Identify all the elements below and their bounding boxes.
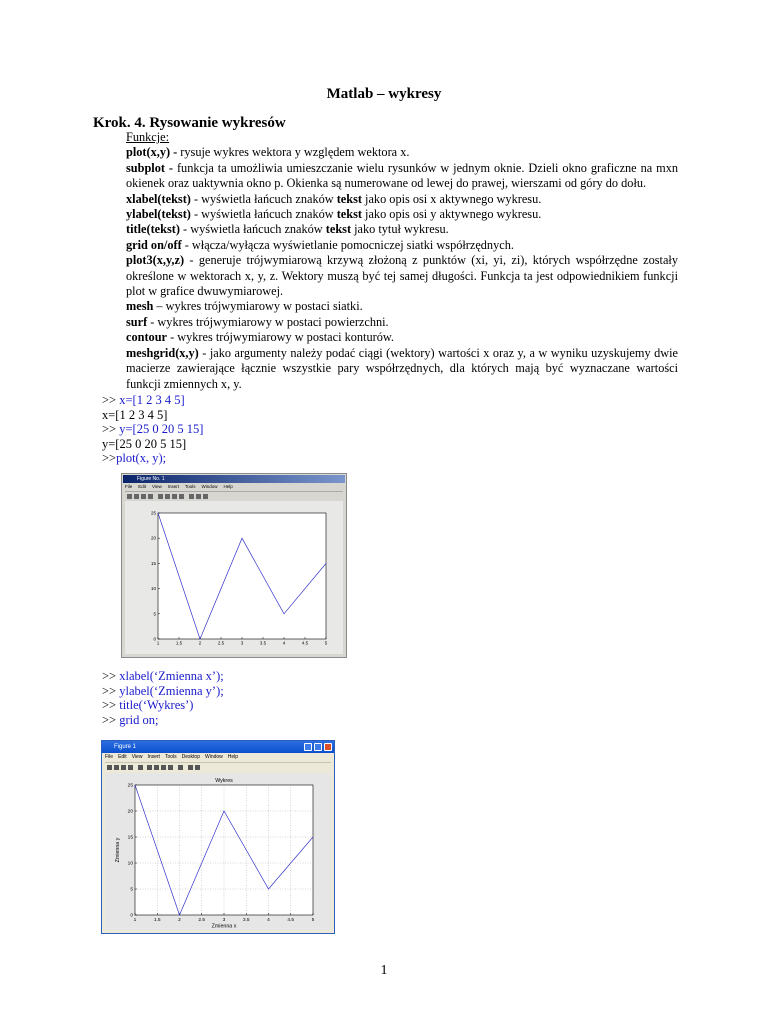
- figure-window-2: [101, 740, 335, 934]
- function-description: - jako argumenty należy podać ciągi (wektory) wartości x oraz y, a w wyniku uzyskujemy dwie macierze zawierające łącznie wszystkie pary współrzędnych, dla których mają być wyznaczane wartości funkcji zmiennych x, y.: [126, 345, 678, 391]
- y-tick-label: 5: [153, 611, 156, 617]
- command-block-2: [102, 669, 224, 727]
- print-icon[interactable]: [128, 765, 133, 770]
- x-tick-label: 4.5: [301, 640, 309, 646]
- y-tick-label: 15: [150, 560, 156, 566]
- command-line: [102, 408, 203, 423]
- x-tick-label: 5: [311, 917, 315, 923]
- y-tick-label: 15: [127, 835, 133, 841]
- figure-menu-bar: [125, 484, 343, 490]
- y-tick-label: 10: [127, 861, 133, 867]
- function-description: funkcja ta umożliwia umieszczanie wielu rysunków w jednym oknie. Dzieli okno graficzne na mxn okienek oraz uaktywnia okno p. Okienka są numerowane od lewej do prawej, wierszami od góry do dołu.: [126, 160, 678, 191]
- maximize-button[interactable]: [314, 743, 322, 751]
- close-button[interactable]: [324, 743, 332, 751]
- keyword: tekst: [336, 207, 362, 222]
- chart-1: [125, 501, 343, 654]
- function-name: plot(x,y) -: [126, 145, 178, 160]
- figure-toolbar: [105, 762, 331, 772]
- command-line: [102, 698, 224, 713]
- arrow-draw-icon[interactable]: [172, 494, 177, 499]
- y-tick-label: 0: [130, 913, 133, 919]
- rotate-icon[interactable]: [203, 494, 208, 499]
- x-tick-label: 2: [198, 640, 202, 646]
- menu-item-help[interactable]: Help: [223, 484, 233, 489]
- menu-item-tools[interactable]: Tools: [164, 754, 177, 760]
- command-line: [102, 451, 203, 466]
- command-prompt: >>: [102, 669, 120, 683]
- command-line: [102, 393, 203, 408]
- function-name: mesh: [126, 299, 154, 314]
- function-name: grid on/off: [126, 237, 182, 252]
- save-icon[interactable]: [121, 765, 126, 770]
- function-description: jako tytuł wykresu.: [351, 222, 449, 237]
- function-name: meshgrid(x,y): [126, 345, 199, 360]
- function-description: - generuje trójwymiarową krzywą złożoną z punktów (xi, yi, zi), których współrzędne zostały określone w wektorach x, y, z. Wektory muszą być tej samej długości. Funkcja ta jest odpowiednikiem funkcji plot w grafice dwuwymiarowej.: [126, 253, 678, 299]
- y-axis-label: Zmienna y: [115, 837, 121, 863]
- menu-item-window[interactable]: Window: [201, 484, 218, 489]
- menu-item-edit[interactable]: Edit: [118, 754, 127, 760]
- function-entry: [126, 330, 678, 345]
- x-tick-label: 2.5: [217, 640, 225, 646]
- x-tick-label: 1.5: [153, 917, 161, 923]
- command-line: [102, 684, 224, 699]
- colorbar-icon[interactable]: [188, 765, 193, 770]
- function-entry: [126, 346, 678, 392]
- open-icon[interactable]: [134, 494, 139, 499]
- function-list: [126, 145, 678, 392]
- print-icon[interactable]: [148, 494, 153, 499]
- function-name: ylabel(tekst): [126, 207, 191, 222]
- menu-item-window[interactable]: Window: [204, 754, 223, 760]
- function-entry: [126, 253, 678, 299]
- command-text: y=[25 0 20 5 15]: [119, 422, 204, 437]
- keyword: tekst: [336, 191, 362, 206]
- menu-item-desktop[interactable]: Desktop: [181, 754, 200, 760]
- minimize-button[interactable]: [304, 743, 312, 751]
- figure-title-bar: [102, 741, 334, 753]
- function-entry: [126, 238, 678, 253]
- command-text: x=[1 2 3 4 5]: [119, 393, 185, 407]
- function-name: title(tekst): [126, 222, 180, 237]
- command-prompt: >>: [102, 422, 120, 437]
- figure-canvas: [105, 773, 331, 930]
- figure-title: Figure 1: [114, 744, 137, 750]
- zoom-in-icon[interactable]: [147, 765, 152, 770]
- open-icon[interactable]: [114, 765, 119, 770]
- function-description: – wykres trójwymiarowy w postaci siatki.: [153, 299, 363, 314]
- function-name: contour: [126, 330, 167, 345]
- function-entry: [126, 192, 678, 207]
- y-tick-label: 25: [150, 510, 156, 516]
- function-name: xlabel(tekst): [126, 191, 191, 206]
- y-tick-label: 0: [153, 636, 156, 642]
- function-description: jako opis osi x aktywnego wykresu.: [361, 191, 542, 206]
- figure-canvas: [125, 501, 343, 654]
- figure-window-1: [121, 473, 347, 658]
- data-cursor-icon[interactable]: [178, 765, 183, 770]
- function-name: surf: [126, 314, 148, 329]
- command-line: [102, 713, 224, 728]
- x-tick-label: 1: [133, 917, 137, 923]
- function-description: - wykres trójwymiarowy w postaci powierzchni.: [147, 314, 389, 329]
- text-icon[interactable]: [165, 494, 170, 499]
- x-tick-label: 1: [156, 640, 160, 646]
- menu-item-help[interactable]: Help: [227, 754, 239, 760]
- menu-item-view[interactable]: View: [152, 484, 162, 489]
- figure-title: Figure No. 1: [137, 476, 165, 482]
- x-tick-label: 3.5: [242, 917, 250, 923]
- command-prompt: >>: [102, 698, 120, 713]
- function-description: - wykres trójwymiarowy w postaci konturów.: [167, 330, 394, 345]
- command-line: [102, 422, 203, 437]
- function-entry: [126, 222, 678, 237]
- functions-description: [126, 130, 678, 392]
- x-tick-label: 5: [324, 640, 328, 646]
- function-entry: [126, 145, 678, 160]
- new-icon[interactable]: [127, 494, 132, 499]
- function-entry: [126, 161, 678, 192]
- save-icon[interactable]: [141, 494, 146, 499]
- command-prompt: >>: [102, 712, 120, 727]
- y-tick-label: 25: [127, 783, 133, 789]
- x-tick-label: 1.5: [175, 640, 183, 646]
- section-heading: Krok. 4. Rysowanie wykresów: [93, 115, 286, 131]
- page-number: 1: [380, 963, 388, 978]
- y-tick-label: 20: [150, 535, 156, 541]
- function-entry: [126, 207, 678, 222]
- menu-item-file[interactable]: File: [105, 754, 114, 760]
- pan-icon[interactable]: [161, 765, 166, 770]
- x-tick-label: 4: [267, 917, 270, 923]
- line-icon[interactable]: [179, 494, 184, 499]
- menu-item-insert[interactable]: Insert: [167, 484, 179, 489]
- function-description: - włącza/wyłącza wyświetlanie pomocniczej siatki współrzędnych.: [181, 237, 514, 252]
- command-text: grid on;: [119, 712, 159, 727]
- command-line: [102, 669, 224, 684]
- pointer-icon[interactable]: [138, 765, 143, 770]
- function-entry: [126, 315, 678, 330]
- chart-2: [105, 773, 331, 931]
- x-tick-label: 4: [282, 640, 286, 646]
- function-name: plot3(x,y,z): [126, 253, 185, 268]
- function-description: - wyświetla łańcuch znaków: [190, 191, 337, 206]
- new-icon[interactable]: [107, 765, 112, 770]
- arrow-icon[interactable]: [158, 494, 163, 499]
- menu-item-tools[interactable]: Tools: [184, 484, 196, 489]
- command-text: ylabel(‘Zmienna y’);: [119, 683, 224, 698]
- figure-toolbar: [125, 491, 343, 500]
- command-prompt: >>: [102, 451, 117, 466]
- menu-item-insert[interactable]: Insert: [147, 754, 160, 760]
- command-line: [102, 437, 203, 452]
- legend-icon[interactable]: [195, 765, 200, 770]
- document-title: Matlab – wykresy: [326, 86, 442, 102]
- zoom-in-icon[interactable]: [189, 494, 194, 499]
- plot-area: [158, 513, 326, 639]
- function-description: - wyświetla łańcuch znaków: [179, 222, 326, 237]
- command-text: xlabel(‘Zmienna x’);: [119, 669, 224, 683]
- command-prompt: >>: [102, 683, 120, 698]
- menu-item-view[interactable]: View: [131, 754, 143, 760]
- keyword: tekst: [325, 222, 352, 237]
- function-description: rysuje wykres wektora y względem wektora x.: [177, 145, 410, 160]
- menu-item-edit[interactable]: Edit: [138, 484, 147, 489]
- command-prompt: >>: [102, 393, 120, 407]
- command-text: title(‘Wykres’): [119, 698, 194, 713]
- figure-menu-bar: [105, 754, 331, 761]
- menu-item-file[interactable]: File: [125, 484, 133, 489]
- y-tick-label: 20: [127, 809, 133, 815]
- function-description: jako opis osi y aktywnego wykresu.: [361, 207, 542, 222]
- command-text: plot(x, y);: [116, 451, 167, 466]
- x-tick-label: 3.5: [259, 640, 267, 646]
- command-block-1: [102, 393, 203, 466]
- command-text: y=[25 0 20 5 15]: [102, 436, 187, 451]
- function-name: subplot -: [126, 160, 174, 175]
- rotate-icon[interactable]: [168, 765, 173, 770]
- x-tick-label: 3: [222, 917, 226, 923]
- zoom-out-icon[interactable]: [154, 765, 159, 770]
- figure-title-bar: [123, 475, 345, 483]
- zoom-out-icon[interactable]: [196, 494, 201, 499]
- command-text: x=[1 2 3 4 5]: [102, 407, 168, 422]
- x-tick-label: 2: [178, 917, 181, 923]
- x-tick-label: 4.5: [287, 917, 295, 923]
- function-entry: [126, 299, 678, 314]
- x-tick-label: 2.5: [198, 917, 206, 923]
- x-axis-label: Zmienna x: [211, 923, 237, 930]
- y-tick-label: 10: [150, 586, 156, 592]
- function-description: - wyświetla łańcuch znaków: [190, 207, 337, 222]
- functions-label: Funkcje:: [126, 130, 170, 144]
- chart-title: Wykres: [215, 778, 233, 784]
- y-tick-label: 5: [130, 887, 133, 893]
- x-tick-label: 3: [240, 640, 244, 646]
